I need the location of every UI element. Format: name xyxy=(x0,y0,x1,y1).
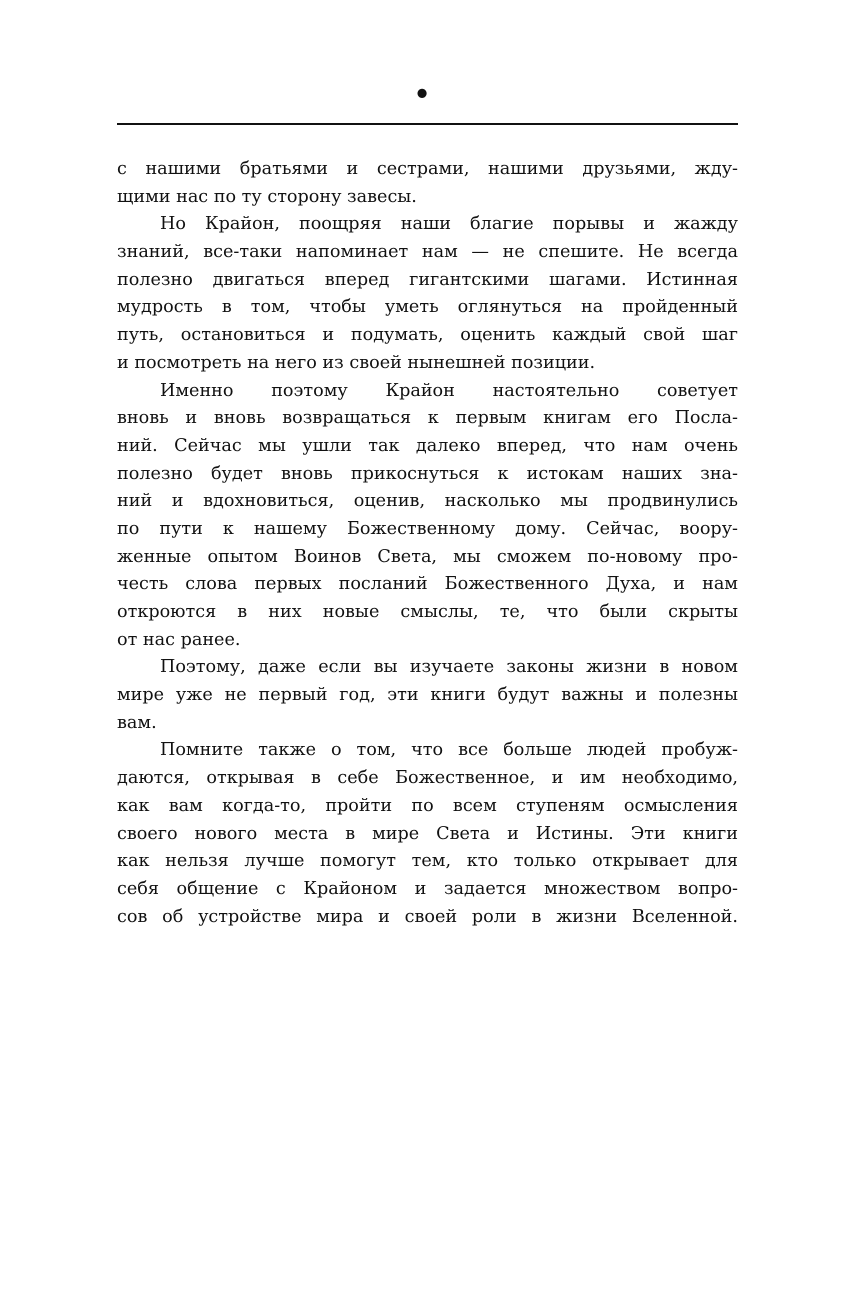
paragraph xyxy=(117,156,738,211)
text-line: от нас ранее. xyxy=(117,629,241,650)
text-line: знаний, все-таки напоминает нам — не спешите. Не всегда xyxy=(117,242,738,263)
text-line: Но Крайон, поощряя наши благие порывы и жажду xyxy=(160,214,738,235)
text-line: путь, остановиться и подумать, оценить каждый свой шаг xyxy=(117,325,738,346)
text-line: ний. Сейчас мы ушли так далеко вперед, что нам очень xyxy=(117,435,738,456)
text-line: вновь и вновь возвращаться к первым книгам его Посла- xyxy=(117,408,738,429)
paragraph xyxy=(117,211,738,377)
text-line: сов об устройстве мира и своей роли в жизни Вселенной. xyxy=(117,906,738,927)
text-line: себя общение с Крайоном и задается множеством вопро- xyxy=(117,878,738,899)
text-line: ний и вдохновиться, оценив, насколько мы продвинулись xyxy=(117,491,738,512)
paragraph xyxy=(117,737,738,931)
page-body xyxy=(117,156,738,931)
text-line: Поэтому, даже если вы изучаете законы жизни в новом xyxy=(160,657,738,678)
text-line: откроются в них новые смыслы, те, что были скрыты xyxy=(117,602,738,622)
text-line: вам. xyxy=(117,712,157,733)
text-line: Помните также о том, что все больше людей пробуж- xyxy=(160,740,738,761)
text-line: мудрость в том, чтобы уметь оглянуться на пройденный xyxy=(117,297,738,318)
paragraph xyxy=(117,654,738,737)
text-line: честь слова первых посланий Божественного Духа, и нам xyxy=(117,574,738,595)
text-line: щими нас по ту сторону завесы. xyxy=(117,186,417,207)
text-line: с нашими братьями и сестрами, нашими друзьями, жду- xyxy=(117,159,738,179)
text-line: Именно поэтому Крайон настоятельно советует xyxy=(160,380,738,401)
text-line: по пути к нашему Божественному дому. Сейчас, воору- xyxy=(117,518,738,539)
header-rule xyxy=(117,123,738,125)
text-line: своего нового места в мире Света и Истины. Эти книги xyxy=(117,823,738,844)
text-line: полезно будет вновь прикоснуться к истокам наших зна- xyxy=(117,463,738,484)
text-line: мире уже не первый год, эти книги будут важны и полезны xyxy=(117,685,738,706)
text-line: даются, открывая в себе Божественное, и им необходимо, xyxy=(117,768,738,789)
header-bullet: • xyxy=(413,80,431,110)
text-line: как вам когда-то, пройти по всем ступеням осмысления xyxy=(117,795,738,816)
text-line: полезно двигаться вперед гигантскими шагами. Истинная xyxy=(117,269,738,290)
text-line: и посмотреть на него из своей нынешней позиции. xyxy=(117,352,596,373)
text-line: женные опытом Воинов Света, мы сможем по-новому про- xyxy=(117,546,738,567)
text-line: как нельзя лучше помогут тем, кто только открывает для xyxy=(117,851,738,872)
paragraph xyxy=(117,378,738,655)
